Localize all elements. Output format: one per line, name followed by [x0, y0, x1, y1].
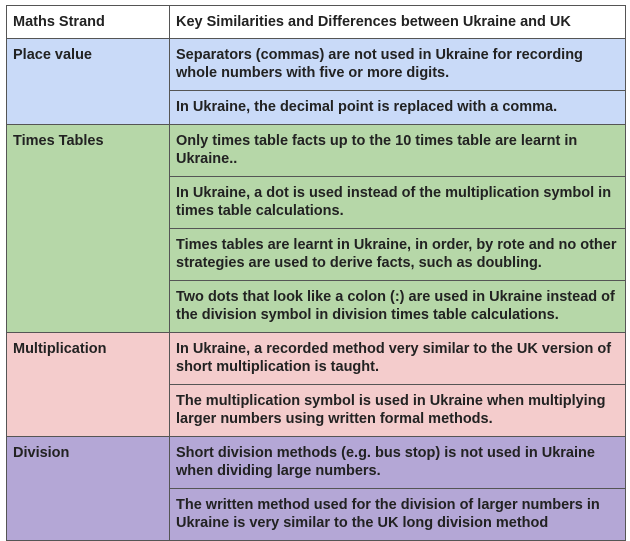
strand-times-tables: Times Tables [7, 125, 170, 333]
strand-multiplication: Multiplication [7, 333, 170, 437]
times-tables-fact-2: In Ukraine, a dot is used instead of the multiplication symbol in times table calculations. [170, 177, 626, 229]
place-value-fact-1: Separators (commas) are not used in Ukraine for recording whole numbers with five or more digits. [170, 39, 626, 91]
division-fact-2: The written method used for the division of larger numbers in Ukraine is very similar to the UK long division method [170, 489, 626, 541]
place-value-fact-2: In Ukraine, the decimal point is replaced with a comma. [170, 91, 626, 125]
comparison-table [6, 5, 626, 541]
table-row [7, 125, 626, 177]
strand-place-value: Place value [7, 39, 170, 125]
division-fact-1: Short division methods (e.g. bus stop) is not used in Ukraine when dividing large numbers. [170, 437, 626, 489]
header-row [7, 6, 626, 39]
times-tables-fact-4: Two dots that look like a colon (:) are used in Ukraine instead of the division symbol in division times table calculations. [170, 281, 626, 333]
multiplication-fact-1: In Ukraine, a recorded method very similar to the UK version of short multiplication is taught. [170, 333, 626, 385]
multiplication-fact-2: The multiplication symbol is used in Ukraine when multiplying larger numbers using written formal methods. [170, 385, 626, 437]
table-row [7, 333, 626, 385]
comparison-table-container [6, 5, 625, 541]
times-tables-fact-1: Only times table facts up to the 10 times table are learnt in Ukraine.. [170, 125, 626, 177]
table-row [7, 39, 626, 91]
header-key-similarities: Key Similarities and Differences between Ukraine and UK [170, 6, 626, 39]
strand-division: Division [7, 437, 170, 541]
header-maths-strand: Maths Strand [7, 6, 170, 39]
table-row [7, 437, 626, 489]
times-tables-fact-3: Times tables are learnt in Ukraine, in order, by rote and no other strategies are used to derive facts, such as doubling. [170, 229, 626, 281]
